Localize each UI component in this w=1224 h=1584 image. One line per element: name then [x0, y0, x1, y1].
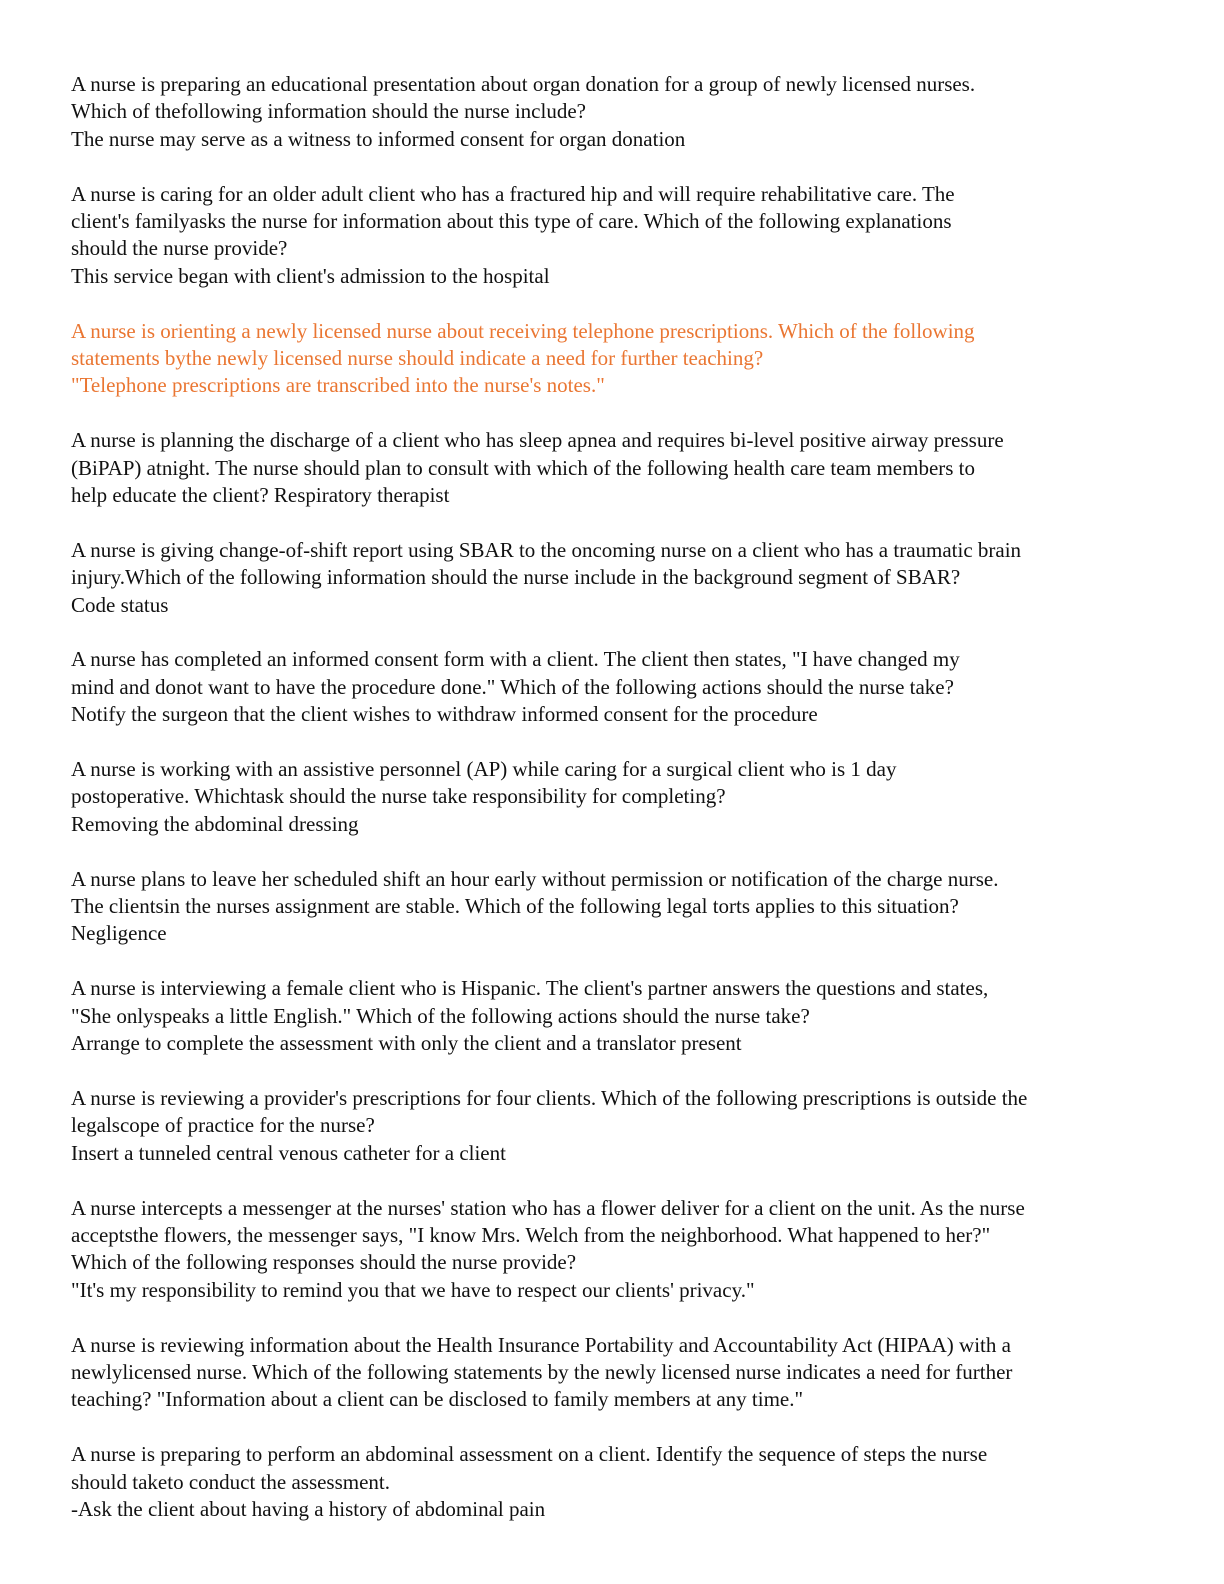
question-block: [71, 975, 1161, 1057]
text-line: "Telephone prescriptions are transcribed into the nurse's notes.": [71, 373, 605, 398]
text-line: Code status: [71, 592, 169, 617]
text-line: acceptsthe flowers, the messenger says, "I know Mrs. Welch from the neighborhood. What happened to her?": [71, 1222, 991, 1247]
text-line: mind and donot want to have the procedure done." Which of the following actions should the nurse take?: [71, 674, 954, 699]
text-line: help educate the client? Respiratory therapist: [71, 483, 450, 508]
text-line: Negligence: [71, 921, 167, 946]
text-line: The clientsin the nurses assignment are stable. Which of the following legal torts applies to this situation?: [71, 894, 959, 919]
text-line: Notify the surgeon that the client wishes to withdraw informed consent for the procedure: [71, 702, 818, 727]
question-block: [71, 1195, 1161, 1305]
highlighted-question-block: [71, 318, 1161, 400]
question-block: [71, 756, 1161, 838]
text-line: A nurse is working with an assistive personnel (AP) while caring for a surgical client who is 1 day: [71, 757, 897, 782]
question-block: [71, 537, 1161, 619]
text-line: Which of thefollowing information should the nurse include?: [71, 99, 586, 124]
question-block: [71, 1441, 1161, 1523]
text-line: statements bythe newly licensed nurse should indicate a need for further teaching?: [71, 346, 764, 371]
text-line: should taketo conduct the assessment.: [71, 1469, 391, 1494]
text-line: A nurse is orienting a newly licensed nurse about receiving telephone prescriptions. Which of the following: [71, 318, 975, 343]
text-line: legalscope of practice for the nurse?: [71, 1113, 375, 1138]
text-line: A nurse intercepts a messenger at the nurses' station who has a flower deliver for a client on the unit. As the nurse: [71, 1195, 1025, 1220]
text-line: A nurse is reviewing a provider's prescriptions for four clients. Which of the following prescriptions is outside the: [71, 1085, 1028, 1110]
text-line: A nurse plans to leave her scheduled shift an hour early without permission or notification of the charge nurse.: [71, 866, 999, 891]
question-block: [71, 427, 1161, 509]
text-line: A nurse is preparing an educational presentation about organ donation for a group of newly licensed nurses.: [71, 72, 976, 96]
question-block: [71, 646, 1161, 728]
text-line: A nurse is caring for an older adult client who has a fractured hip and will require rehabilitative care. The: [71, 181, 955, 206]
text-line: A nurse is giving change-of-shift report using SBAR to the oncoming nurse on a client who has a traumatic brain: [71, 537, 1022, 562]
text-line: A nurse is planning the discharge of a client who has sleep apnea and requires bi-level positive airway pressure: [71, 428, 1004, 453]
question-block: [71, 866, 1161, 948]
text-line: teaching? "Information about a client can be disclosed to family members at any time.": [71, 1387, 804, 1412]
text-line: client's familyasks the nurse for information about this type of care. Which of the following explanations: [71, 209, 952, 234]
text-line: Removing the abdominal dressing: [71, 811, 359, 836]
text-line: postoperative. Whichtask should the nurse take responsibility for completing?: [71, 784, 726, 809]
text-line: This service began with client's admission to the hospital: [71, 263, 550, 288]
text-line: (BiPAP) atnight. The nurse should plan to consult with which of the following health care team members to: [71, 455, 976, 480]
question-block: [71, 1332, 1161, 1414]
text-line: A nurse is interviewing a female client who is Hispanic. The client's partner answers the questions and states,: [71, 976, 989, 1001]
question-block: [71, 1085, 1161, 1167]
question-block: [71, 181, 1161, 291]
text-line: -Ask the client about having a history of abdominal pain: [71, 1496, 546, 1521]
text-line: "She onlyspeaks a little English." Which of the following actions should the nurse take?: [71, 1003, 810, 1028]
text-line: "It's my responsibility to remind you that we have to respect our clients' privacy.": [71, 1277, 755, 1302]
text-line: A nurse is preparing to perform an abdominal assessment on a client. Identify the sequence of steps the nurse: [71, 1442, 988, 1467]
text-line: A nurse has completed an informed consent form with a client. The client then states, "I have changed my: [71, 647, 960, 672]
text-line: Insert a tunneled central venous catheter for a client: [71, 1140, 506, 1165]
text-line: Arrange to complete the assessment with only the client and a translator present: [71, 1031, 742, 1056]
document-page: [71, 71, 1161, 1551]
question-block: [71, 71, 1161, 153]
text-line: injury.Which of the following information should the nurse include in the background segment of SBAR?: [71, 565, 961, 590]
text-line: Which of the following responses should the nurse provide?: [71, 1250, 577, 1275]
text-line: should the nurse provide?: [71, 236, 288, 261]
text-line: newlylicensed nurse. Which of the following statements by the newly licensed nurse indicates a need for further: [71, 1359, 1013, 1384]
text-line: A nurse is reviewing information about the Health Insurance Portability and Accountability Act (HIPAA) with a: [71, 1332, 1011, 1357]
text-line: The nurse may serve as a witness to informed consent for organ donation: [71, 126, 686, 151]
